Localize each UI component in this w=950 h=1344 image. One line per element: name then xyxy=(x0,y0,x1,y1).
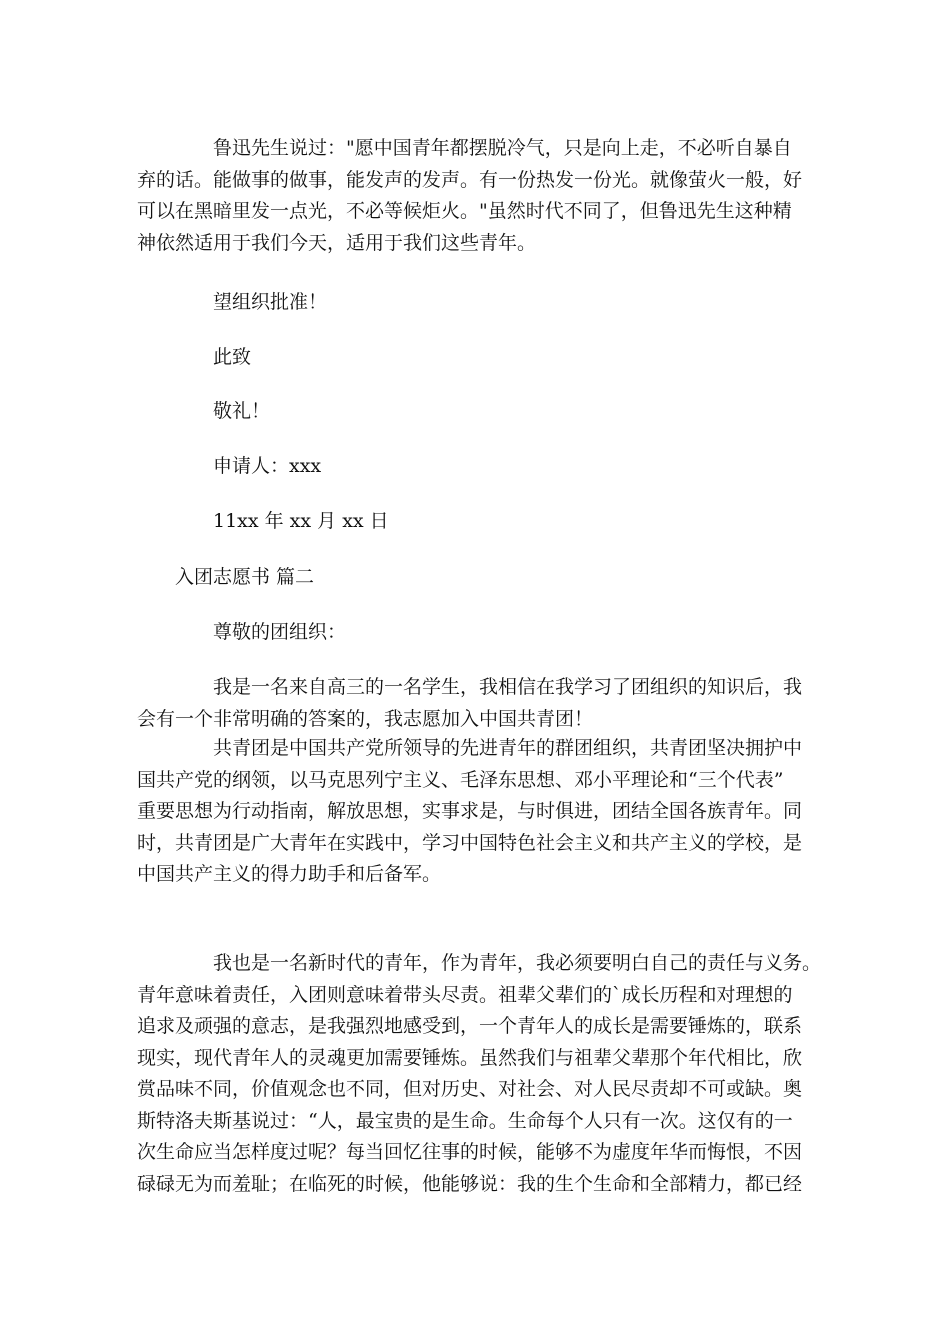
text-line: 共青团是中国共产党所领导的先进青年的群团组织，共青团坚决拥护中 xyxy=(213,737,803,759)
approval-request: 望组织批准！ xyxy=(213,291,328,313)
text-line: 碌碌无为而羞耻；在临死的时候，他能够说：我的生个生命和全部精力，都已经 xyxy=(137,1172,803,1195)
text-line: 国共产党的纲领，以马克思列宁主义、毛泽东思想、邓小平理论和“三个代表” xyxy=(137,768,784,791)
text-line: 时，共青团是广大青年在实践中，学习中国特色社会主义和共产主义的学校，是 xyxy=(137,831,803,854)
text-line: 次生命应当怎样度过呢？每当回忆往事的时候，能够不为虚度年华而悔恨，不因 xyxy=(137,1141,803,1163)
section-heading: 入团志愿书 篇二 xyxy=(175,566,315,588)
paragraph-intro xyxy=(137,672,822,735)
text-line: 斯特洛夫斯基说过：“人，最宝贵的是生命。生命每个人只有一次。这仅有的一 xyxy=(137,1109,793,1132)
text-line: 弃的话。能做事的做事，能发声的发声。有一份热发一份光。就像萤火一般，好 xyxy=(137,168,803,191)
text-line: 中国共产主义的得力助手和后备军。 xyxy=(137,863,442,885)
text-line: 会有一个非常明确的答案的，我志愿加入中国共青团！ xyxy=(137,707,594,730)
salutation-jingli: 敬礼！ xyxy=(213,400,271,422)
text-line: 重要思想为行动指南，解放思想，实事求是，与时俱进，团结全国各族青年。同 xyxy=(137,800,803,822)
text-line: 我也是一名新时代的青年，作为青年，我必须要明白自己的责任与义务。 xyxy=(213,952,822,974)
application-date: 11xx 年 xx 月 xx 日 xyxy=(213,510,389,532)
text-line: 鲁迅先生说过："愿中国青年都摆脱冷气，只是向上走，不必听自暴自 xyxy=(213,137,792,159)
text-line: 神依然适用于我们今天，适用于我们这些青年。 xyxy=(137,231,537,254)
text-line: 赏品味不同，价值观念也不同，但对历史、对社会、对人民尽责却不可或缺。奥 xyxy=(137,1078,803,1100)
text-line: 青年意味着责任，入团则意味着带头尽责。祖辈父辈们的`成长历程和对理想的 xyxy=(137,983,793,1006)
text-line: 可以在黑暗里发一点光，不必等候炬火。"虽然时代不同了，但鲁迅先生这种精 xyxy=(137,200,792,222)
paragraph-lu-xun-quote xyxy=(137,133,822,259)
text-line: 我是一名来自高三的一名学生，我相信在我学习了团组织的知识后，我 xyxy=(213,676,803,698)
applicant-signature: 申请人：xxx xyxy=(213,455,322,477)
paragraph-youth-league xyxy=(137,733,822,891)
text-line: 追求及顽强的意志，是我强烈地感受到，一个青年人的成长是需要锤炼的，联系 xyxy=(137,1015,803,1037)
greeting: 尊敬的团组织： xyxy=(213,621,347,643)
paragraph-new-era-youth xyxy=(137,948,822,1200)
text-line: 现实，现代青年人的灵魂更加需要锤炼。虽然我们与祖辈父辈那个年代相比，欣 xyxy=(137,1046,803,1069)
salutation-cizhi: 此致 xyxy=(213,346,252,368)
